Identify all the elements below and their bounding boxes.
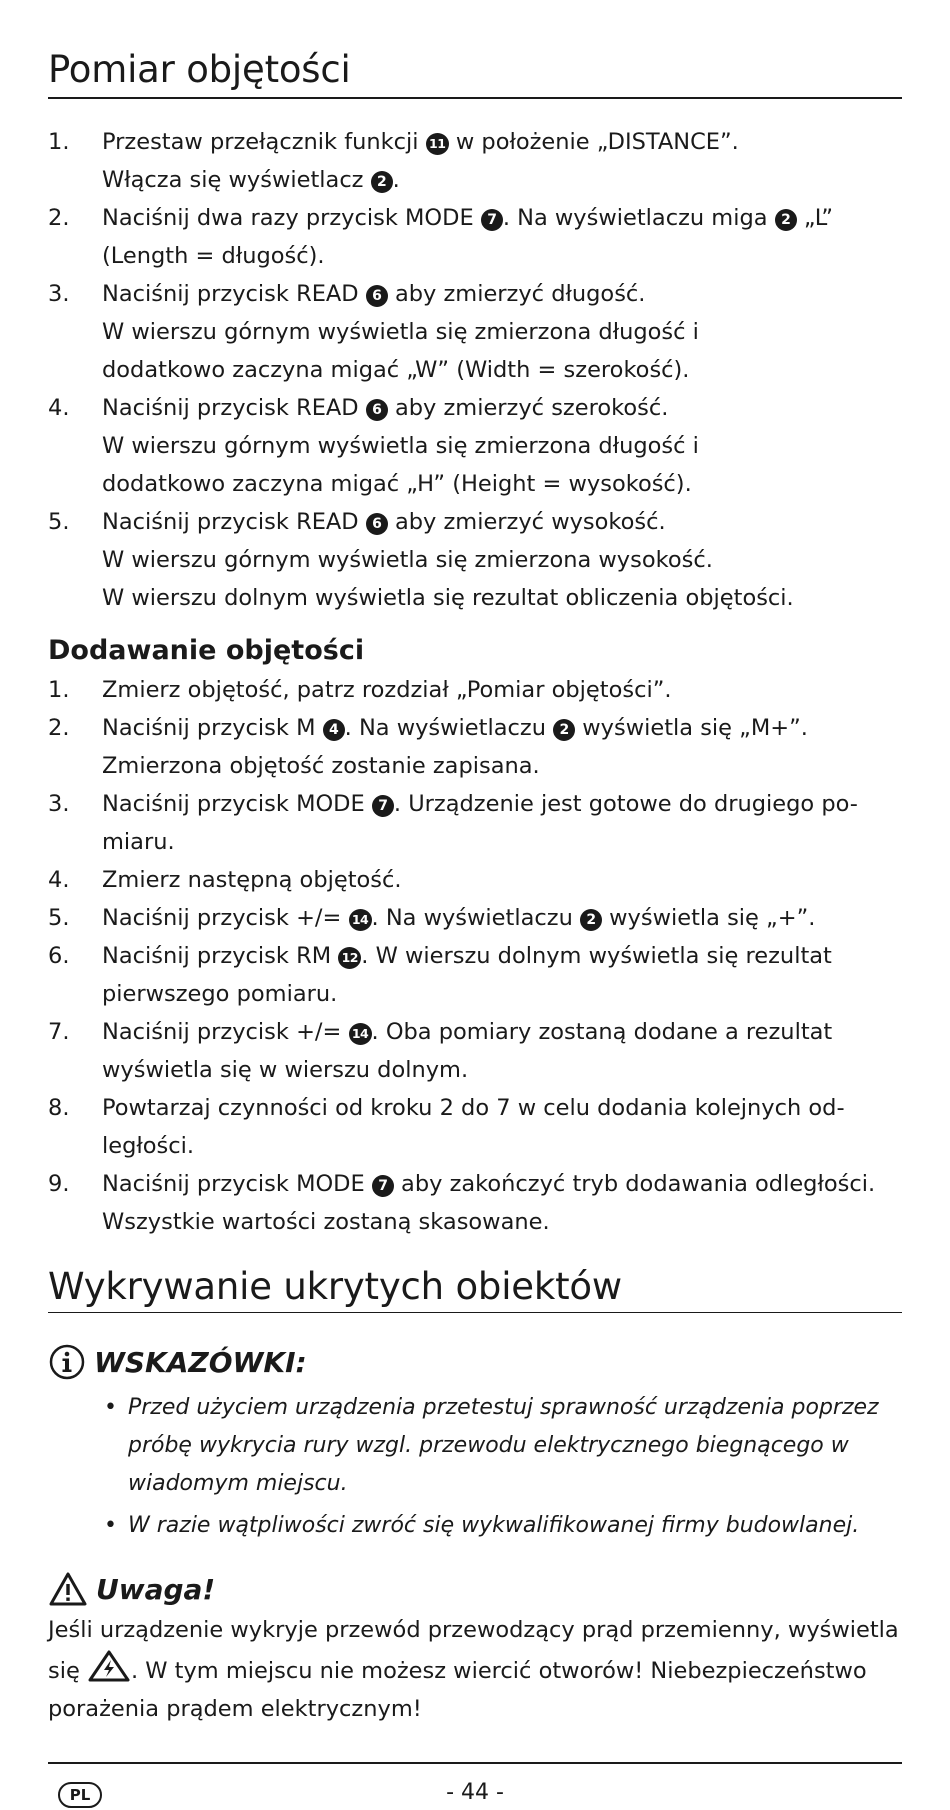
number-badge: 6	[366, 513, 388, 535]
warning-text: Jeśli urządzenie wykryje przewód przewodzący prąd przemienny, wyświetla się . W tym miejscu nie możesz wiercić otworów! Niebezpieczeństwo porażenia prądem elektrycznym!	[48, 1617, 899, 1722]
number-badge: 7	[372, 795, 394, 817]
note-title: WSKAZÓWKI:	[94, 1345, 307, 1379]
list-item: 7. Naciśnij przycisk +/= 14 . Oba pomiary zostaną dodane a rezultat wyświetla się w wierszu dolnym.	[48, 1019, 833, 1083]
list-item: 3. Naciśnij przycisk MODE 7 . Urządzenie jest gotowe do drugiego po- miaru.	[48, 791, 858, 855]
note-heading	[48, 1339, 902, 1385]
number-badge: 4	[323, 719, 345, 741]
number-badge: 11	[426, 133, 449, 155]
list-item: 6. Naciśnij przycisk RM 12 . W wierszu dolnym wyświetla się rezultat pierwszego pomiaru.	[48, 943, 832, 1007]
number-badge: 6	[366, 285, 388, 307]
list-item: 1. Zmierz objętość, patrz rozdział „Pomiar objętości”.	[48, 677, 672, 703]
footer-rule	[48, 1762, 902, 1764]
warning-title: Uwaga!	[96, 1572, 216, 1606]
warning-heading	[48, 1567, 902, 1611]
note-bullets	[48, 1389, 902, 1545]
list-item: 2. Naciśnij przycisk M 4 . Na wyświetlaczu 2 wyświetla się „M+”. Zmierzona objętość zostanie zapisana.	[48, 715, 808, 779]
section-title-hidden-objects: Wykrywanie ukrytych obiektów	[48, 1265, 902, 1313]
section-title-volume: Pomiar objętości	[48, 0, 902, 99]
list-item: 2. Naciśnij dwa razy przycisk MODE 7 . Na wyświetlaczu miga 2 „L” (Length = długość).	[48, 205, 833, 269]
list-item: 5. Naciśnij przycisk +/= 14 . Na wyświetlaczu 2 wyświetla się „+”.	[48, 905, 816, 931]
language-badge: PL	[58, 1782, 102, 1808]
number-badge: 2	[775, 209, 797, 231]
number-badge: 7	[481, 209, 503, 231]
adding-steps	[48, 671, 902, 1241]
list-item: • Przed użyciem urządzenia przetestuj sprawność urządzenia poprzez próbę wykrycia rury wzgl. przewodu elektrycznego biegnącego w wiadomym miejscu.	[104, 1395, 879, 1496]
info-icon	[48, 1343, 86, 1381]
high-voltage-icon	[87, 1649, 131, 1683]
list-item: 4. Zmierz następną objętość.	[48, 867, 402, 893]
number-badge: 2	[553, 719, 575, 741]
number-badge: 14	[349, 1023, 372, 1045]
number-badge: 2	[371, 171, 393, 193]
list-item: 9. Naciśnij przycisk MODE 7 aby zakończyć tryb dodawania odległości. Wszystkie wartości zostaną skasowane.	[48, 1171, 876, 1235]
number-badge: 6	[366, 399, 388, 421]
list-item: 3. Naciśnij przycisk READ 6 aby zmierzyć długość. W wierszu górnym wyświetla się zmierzona długość i dodatkowo zaczyna migać „W” (Width = szerokość).	[48, 281, 699, 383]
warning-triangle-icon	[48, 1571, 88, 1607]
page-number: - 44 -	[446, 1780, 504, 1805]
volume-steps	[48, 123, 902, 617]
number-badge: 14	[349, 909, 372, 931]
list-item: 4. Naciśnij przycisk READ 6 aby zmierzyć szerokość. W wierszu górnym wyświetla się zmierzona długość i dodatkowo zaczyna migać „H” (Height = wysokość).	[48, 395, 699, 497]
list-item: • W razie wątpliwości zwróć się wykwalifikowanej firmy budowlanej.	[104, 1513, 860, 1538]
number-badge: 7	[372, 1175, 394, 1197]
number-badge: 2	[580, 909, 602, 931]
section-title-volume-adding: Dodawanie objętości	[48, 635, 365, 666]
manual-page	[48, 0, 902, 1728]
list-item: 8. Powtarzaj czynności od kroku 2 do 7 w celu dodania kolejnych od- ległości.	[48, 1095, 845, 1159]
number-badge: 12	[338, 947, 361, 969]
list-item: 1. Przestaw przełącznik funkcji 11 w położenie „DISTANCE”. Włącza się wyświetlacz 2 .	[48, 129, 739, 193]
list-item: 5. Naciśnij przycisk READ 6 aby zmierzyć wysokość. W wierszu górnym wyświetla się zmierzona wysokość. W wierszu dolnym wyświetla się rezultat obliczenia objętości.	[48, 509, 794, 611]
